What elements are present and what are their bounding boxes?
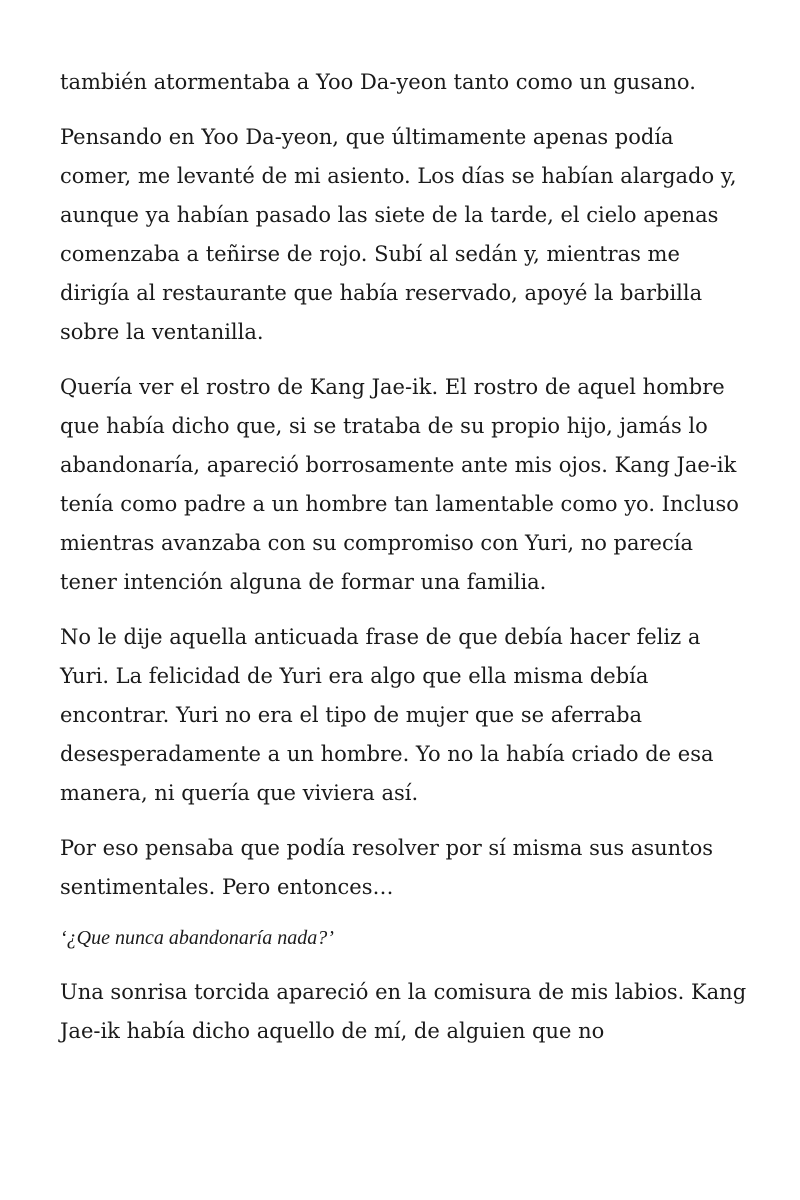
paragraph: Pensando en Yoo Da-yeon, que últimamente apenas podía comer, me levanté de mi asiento. Los días se habían alargado y, aunque ya habían pasado las siete de la tarde, el cielo apenas comenzaba a teñirse de rojo. Subí al sedán y, mientras me dirigía al restaurante que había reservado, apoyé la barbilla sobre la ventanilla. [60,125,737,344]
paragraph: Una sonrisa torcida apareció en la comisura de mis labios. Kang Jae-ik había dicho aquello de mí, de alguien que no [60,980,747,1043]
paragraph: Por eso pensaba que podía resolver por sí misma sus asuntos sentimentales. Pero entonces… [60,836,714,899]
paragraph: Quería ver el rostro de Kang Jae-ik. El rostro de aquel hombre que había dicho que, si se trataba de su propio hijo, jamás lo abandonaría, apareció borrosamente ante mis ojos. Kang Jae-ik tenía como padre a un hombre tan lamentable como yo. Incluso mientras avanzaba con su compromiso con Yuri, no parecía tener intención alguna de formar una familia. [60,375,739,594]
paragraph: No le dije aquella anticuada frase de que debía hacer feliz a Yuri. La felicidad de Yuri era algo que ella misma debía encontrar. Yuri no era el tipo de mujer que se aferraba desesperadamente a un hombre. Yo no la había criado de esa manera, ni quería que viviera así. [60,625,714,805]
italic-quote: ‘¿Que nunca abandonaría nada?’ [60,927,334,949]
paragraph: también atormentaba a Yoo Da-yeon tanto como un gusano. [60,70,696,94]
document-page [60,63,750,1067]
